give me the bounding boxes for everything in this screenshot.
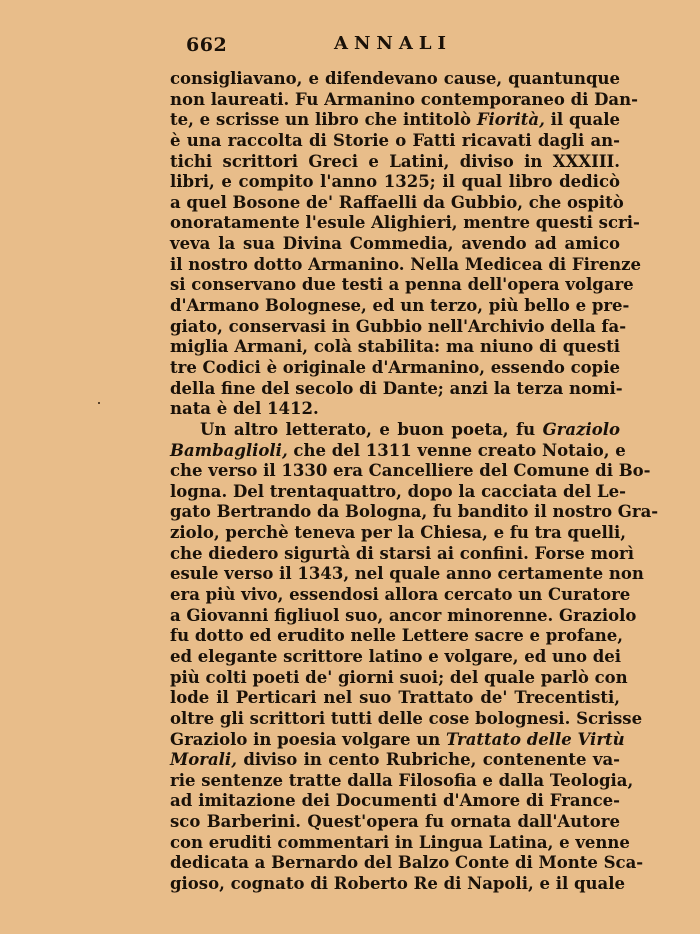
text-line [170,523,627,544]
text-line [170,440,626,462]
text-line [170,502,659,523]
paragraph [170,419,659,895]
text-segment: gato Bertrando da Bologna, fu bandito il nostro Gra- [170,502,659,522]
text-segment: più colti poeti de' giorni suoi; del quale parlò con [170,667,628,687]
italic-title-text: Graziolo [542,419,620,439]
text-line [170,729,625,751]
text-segment: diviso in cento Rubriche, contenente va- [236,750,620,770]
text-segment: ad imitazione dei Documenti d'Amore di France- [170,791,620,811]
text-line [170,234,620,255]
text-line [170,791,620,812]
text-segment: consigliavano, e difendevano cause, quantunque [170,69,620,88]
text-segment: lode il Perticari nel suo Trattato de' Trecentisti, [170,688,620,708]
paragraph [170,69,641,420]
text-segment: non laureati. Fu Armanino contemporaneo di Dan- [170,89,638,109]
text-line [170,275,634,296]
text-line [170,337,620,358]
text-line [170,172,620,193]
text-segment: si conservano due testi a penna dell'opera volgare [170,275,634,295]
text-line [170,69,620,90]
text-line [170,378,623,400]
text-segment: della fine del secolo di Dante; anzi la terza nomi- [170,378,623,398]
text-segment: rie sentenze tratte dalla Filosofia e dalla Teologia, [170,770,634,790]
page-number: 662 [186,34,228,56]
text-segment: esule verso il 1343, nel quale anno certamente non [170,564,644,584]
text-line [170,770,634,792]
text-line [170,626,624,647]
text-line [170,873,625,895]
text-line [170,585,631,606]
text-line [170,667,628,689]
italic-title-text: Fiorità, [476,110,545,130]
text-segment: te, e scrisse un libro che intitolò [170,110,477,130]
text-segment: il quale [544,110,621,130]
text-segment: giato, conservasi in Gubbio nell'Archivio della fa- [170,316,627,336]
text-line [170,152,620,173]
body-text [170,69,659,895]
text-segment: Graziolo in poesia volgare un [170,729,446,749]
text-line [170,605,637,627]
text-line [170,832,630,854]
text-segment: logna. Del trentaquattro, dopo la cacciata del Le- [170,481,626,501]
text-segment: a quel Bosone de' Raffaelli da Gubbio, che ospitò [170,192,624,212]
text-segment: gioso, cognato di Roberto Re di Napoli, e il quale [170,873,625,893]
text-segment: ed elegante scrittore latino e volgare, ed uno dei [170,646,622,666]
text-line [170,358,620,379]
text-segment: veva la sua Divina Commedia, avendo ad amico [170,234,620,254]
text-segment: tre Codici è originale d'Armanino, essendo copie [170,357,620,377]
text-line [170,254,641,276]
text-segment: oltre gli scrittori tutti delle cose bolognesi. Scrisse [170,708,643,728]
text-line [170,110,620,131]
text-line [170,688,620,709]
text-line [170,543,635,565]
text-segment: miglia Armani, colà stabilita: ma niuno di questi [170,337,620,357]
text-segment: nata è del 1412. [170,399,319,419]
text-line [170,647,620,668]
text-segment: libri, e compito l'anno 1325; il qual libro dedicò [170,172,620,192]
text-line [170,812,620,833]
text-segment: che diedero sigurtà di starsi ai confini. Forse morì [170,543,635,563]
text-line [170,213,640,234]
italic-title-text: Bambaglioli, [170,440,288,460]
page-header [168,30,620,60]
text-line [170,853,644,874]
text-line [170,420,620,441]
text-segment: con eruditi commentari in Lingua Latina, e venne [170,832,630,852]
text-line [170,750,620,771]
text-line [170,89,638,111]
text-segment: che verso il 1330 era Cancelliere del Comune di Bo- [170,461,651,481]
text-line [170,399,620,420]
text-segment: il nostro dotto Armanino. Nella Medicea di Firenze [170,254,641,274]
running-head: ANNALI [334,33,452,54]
paper-speck [98,402,100,404]
text-line [170,708,643,730]
text-line [170,316,627,338]
text-segment: dedicata a Bernardo del Balzo Conte di Monte Sca- [170,853,644,873]
text-segment: tichi scrittori Greci e Latini, diviso in XXXIII. [170,151,620,171]
text-segment: onoratamente l'esule Alighieri, mentre questi scri- [170,213,640,233]
text-line [170,461,651,482]
text-segment: è una raccolta di Storie o Fatti ricavati dagli an- [170,130,620,150]
text-segment: a Giovanni figliuol suo, ancor minorenne. Graziolo [170,605,637,625]
italic-title-text: Morali, [170,750,237,770]
text-line [170,564,644,585]
text-line [170,481,626,503]
text-segment: d'Armano Bolognese, ed un terzo, più bello e pre- [170,296,630,316]
text-segment: ziolo, perchè teneva per la Chiesa, e fu tra quelli, [170,523,627,543]
text-line [170,131,620,152]
text-segment: sco Barberini. Quest'opera fu ornata dall'Autore [170,812,620,832]
text-line [170,296,630,317]
text-segment: Un altro letterato, e buon poeta, fu [200,419,543,439]
text-line [170,192,624,214]
text-segment: che del 1311 venne creato Notaio, e [287,440,626,460]
italic-title-text: Trattato delle Virtù [445,729,625,749]
text-segment: era più vivo, essendosi allora cercato un Curatore [170,585,631,605]
text-segment: fu dotto ed erudito nelle Lettere sacre e profane, [170,626,624,646]
